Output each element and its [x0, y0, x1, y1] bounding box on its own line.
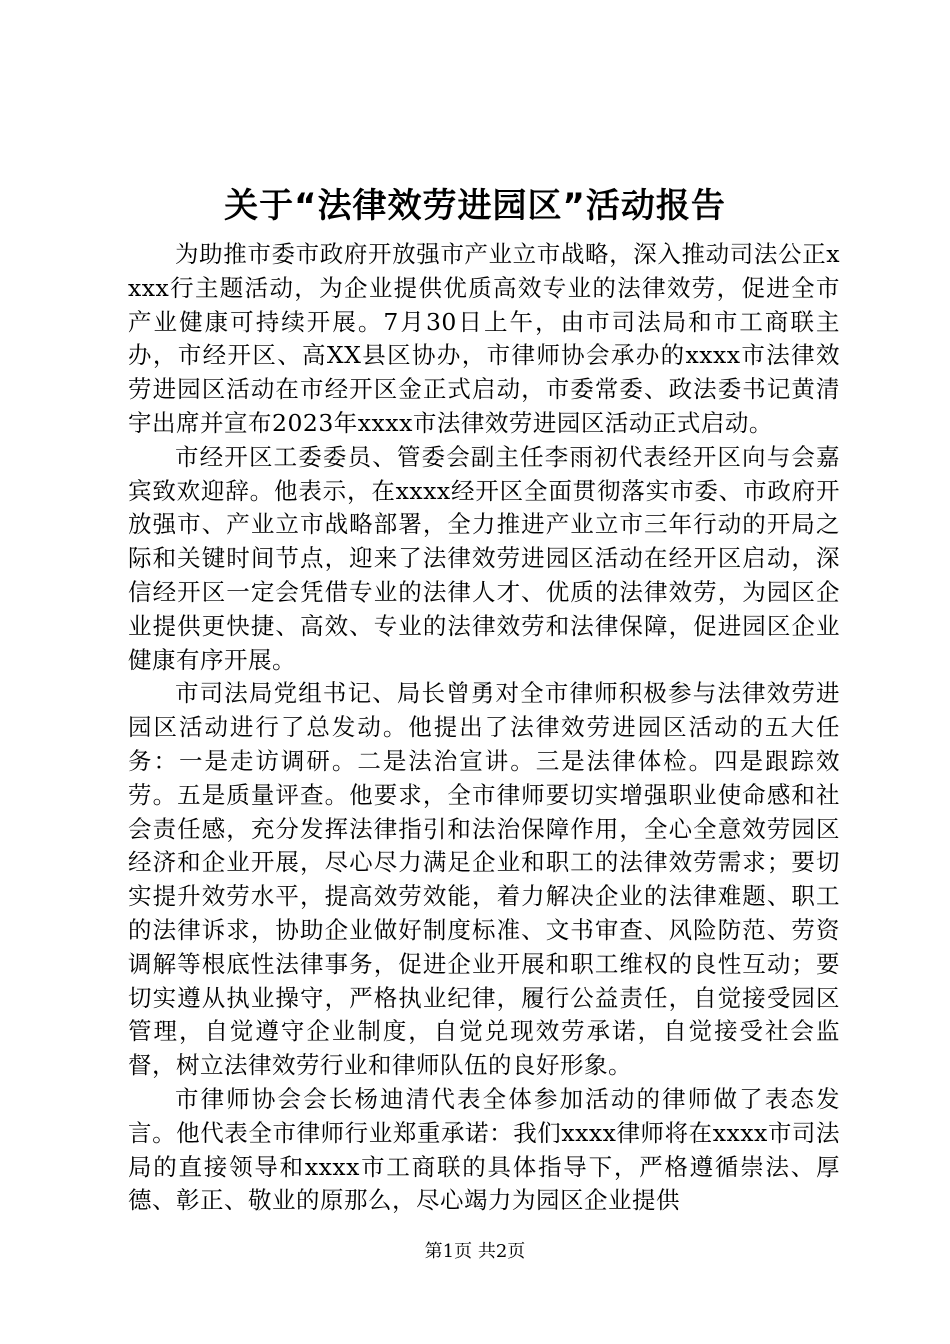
- page-footer: 第1页 共2页: [424, 1241, 526, 1262]
- paragraph-1: 为助推市委市政府开放强市产业立市战略，深入推动司法公正xxxx行主题活动，为企业提供优质高效专业的法律效劳，促进全市产业健康可持续开展。7月30日上午，由市司法局和市工商联主办，市经开区、高XX县区协办，市律师协会承办的xxxx市法律效劳进园区活动在市经开区金正式启动，市委常委、政法委书记黄清宇出席并宣布2023年xxxx市法律效劳进园区活动正式启动。: [128, 240, 840, 437]
- paragraph-3: 市司法局党组书记、局长曾勇对全市律师积极参与法律效劳进园区活动进行了总发动。他提出了法律效劳进园区活动的五大任务：一是走访调研。二是法治宣讲。三是法律体检。四是跟踪效劳。五是质量评查。他要求，全市律师要切实增强职业使命感和社会责任感，充分发挥法律指引和法治保障作用，全心全意效劳园区经济和企业开展，尽心尽力满足企业和职工的法律效劳需求；要切实提升效劳水平，提高效劳效能，着力解决企业的法律难题、职工的法律诉求，协助企业做好制度标准、文书审查、风险防范、劳资调解等根底性法律事务，促进企业开展和职工维权的良性互动；要切实遵从执业操守，严格执业纪律，履行公益责任，自觉接受园区管理，自觉遵守企业制度，自觉兑现效劳承诺，自觉接受社会监督，树立法律效劳行业和律师队伍的良好形象。: [128, 679, 840, 1080]
- document-body: [128, 238, 840, 1218]
- paragraph-2: 市经开区工委委员、管委会副主任李雨初代表经开区向与会嘉宾致欢迎辞。他表示，在xxxx经开区全面贯彻落实市委、市政府开放强市、产业立市战略部署，全力推进产业立市三年行动的开局之际和关键时间节点，迎来了法律效劳进园区活动在经开区启动，深信经开区一定会凭借专业的法律人才、优质的法律效劳，为园区企业提供更快捷、高效、专业的法律效劳和法律保障，促进园区企业健康有序开展。: [128, 442, 840, 674]
- document-title: 关于“法律效劳进园区”活动报告: [224, 186, 726, 226]
- paragraph-4: 市律师协会会长杨迪清代表全体参加活动的律师做了表态发言。他代表全市律师行业郑重承诺：我们xxxx律师将在xxxx市司法局的直接领导和xxxx市工商联的具体指导下，严格遵循崇法、厚德、彰正、敬业的原那么，尽心竭力为园区企业提供: [128, 1084, 840, 1215]
